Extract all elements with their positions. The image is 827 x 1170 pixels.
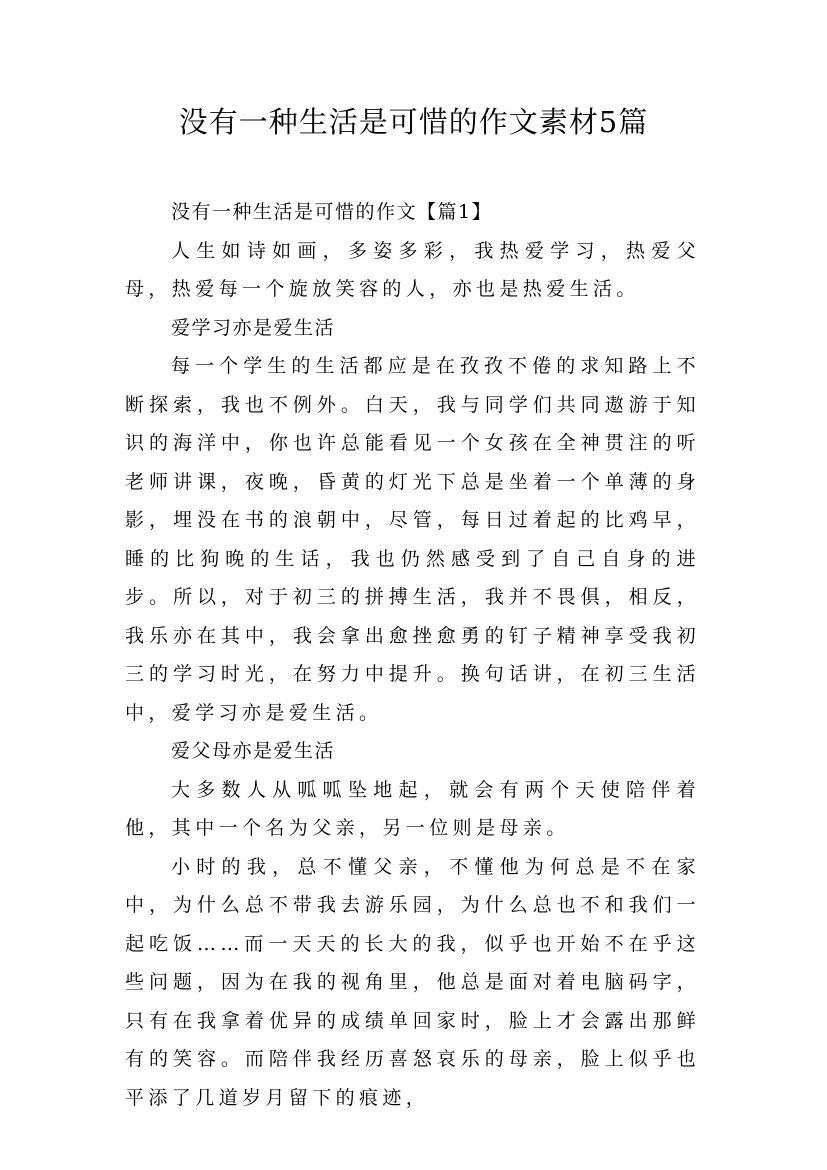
paragraph-parents-intro: 大多数人从呱呱坠地起，就会有两个天使陪伴着他，其中一个名为父亲，另一位则是母亲。 [125, 778, 700, 839]
section-heading-essay-1: 没有一种生活是可惜的作文【篇1】 [171, 201, 493, 223]
section-heading-love-study: 爱学习亦是爱生活 [171, 316, 336, 339]
section-heading-love-parents: 爱父母亦是爱生活 [171, 740, 336, 762]
paragraph-childhood: 小时的我，总不懂父亲，不懂他为何总是不在家中，为什么总不带我去游乐园，为什么总也不和我们一起吃饭……而一天天的长大的我，似乎也开始不在乎这些问题，因为在我的视角里，他总是面对着电脑码字，只有在我拿着优异的成绩单回家时，脸上才会露出那鲜有的笑容。而陪伴我经历喜怒哀乐的母亲，脸上似乎也平添了几道岁月留下的痕迹， [125, 855, 700, 1109]
paragraph-intro: 人生如诗如画，多姿多彩，我热爱学习，热爱父母，热爱每一个旋放笑容的人，亦也是热爱生活。 [125, 239, 700, 300]
paragraph-study: 每一个学生的生活都应是在孜孜不倦的求知路上不断探索，我也不例外。白天，我与同学们共同遨游于知识的海洋中，你也许总能看见一个女孩在全神贯注的听老师讲课，夜晚，昏黄的灯光下总是坐着一个单薄的身影，埋没在书的浪朝中，尽管，每日过着起的比鸡早，睡的比狗晚的生话，我也仍然感受到了自己自身的进步。所以，对于初三的拼搏生活，我并不畏俱，相反，我乐亦在其中，我会拿出愈挫愈勇的钉子精神享受我初三的学习时光，在努力中提升。换句话讲，在初三生活中，爱学习亦是爱生活。 [125, 355, 700, 724]
document-title: 没有一种生活是可惜的作文素材5篇 [178, 105, 649, 139]
document-body [125, 193, 700, 1117]
